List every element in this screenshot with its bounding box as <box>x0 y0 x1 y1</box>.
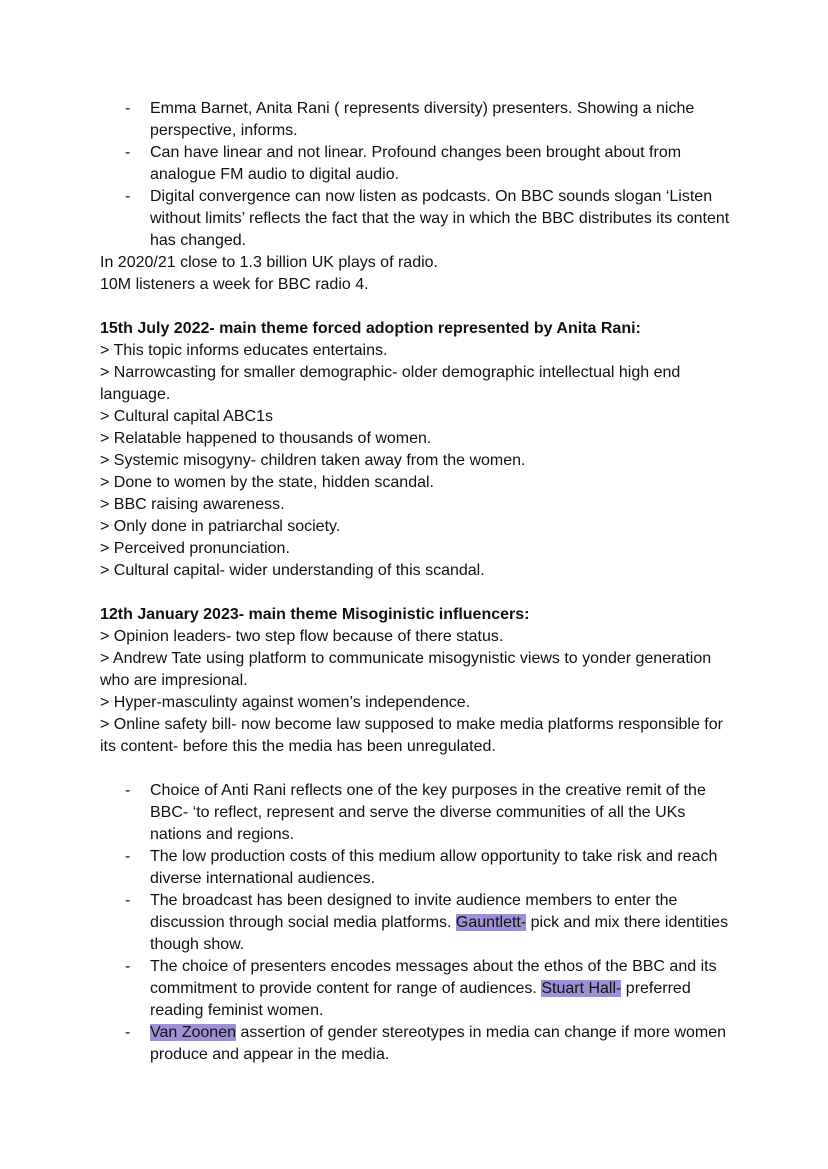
highlight-stuart-hall: Stuart Hall- <box>541 980 622 997</box>
section-point: > This topic informs educates entertains. <box>100 342 388 359</box>
list-item: - Digital convergence can now listen as podcasts. On BBC sounds slogan ‘Listen without limits’ reflects the fact that the way in which the BBC distributes its content has changed. <box>125 188 730 249</box>
list-item: - The low production costs of this medium allow opportunity to take risk and reach diverse international audiences. <box>125 848 718 887</box>
list-item: - Can have linear and not linear. Profound changes been brought about from analogue FM audio to digital audio. <box>125 144 682 183</box>
section-point: > Relatable happened to thousands of women. <box>100 430 432 447</box>
highlight-gauntlett: Gauntlett- <box>455 914 527 931</box>
dash-bullet: - <box>125 1024 131 1041</box>
dash-bullet: - <box>125 188 131 205</box>
bullet-list-presenters <box>100 98 738 252</box>
section-point: > Cultural capital ABC1s <box>100 408 273 425</box>
section-point: > Done to women by the state, hidden scandal. <box>100 474 434 491</box>
section-point: > Hyper-masculinty against women’s independence. <box>100 694 471 711</box>
list-item: - Choice of Anti Rani reflects one of the key purposes in the creative remit of the BBC- ‘to reflect, represent and serve the diverse communities of all the UKs nations and regions. <box>125 782 706 843</box>
section-heading-influencers: 12th January 2023- main theme Misoginistic influencers: <box>100 606 530 623</box>
dash-bullet: - <box>125 782 131 799</box>
list-item: - The broadcast has been designed to invite audience members to enter the discussion through social media platforms. Gauntlett- pick and mix there identities though show. <box>125 892 729 953</box>
section-point: > Opinion leaders- two step flow because of there status. <box>100 628 504 645</box>
section-point: > Perceived pronunciation. <box>100 540 290 557</box>
section-point: > Only done in patriarchal society. <box>100 518 341 535</box>
section-point: > Cultural capital- wider understanding of this scandal. <box>100 562 485 579</box>
dash-bullet: - <box>125 848 131 865</box>
highlight-van-zoonen: Van Zoonen <box>150 1024 236 1041</box>
section-heading-forced-adoption: 15th July 2022- main theme forced adoption represented by Anita Rani: <box>100 320 641 337</box>
dash-bullet: - <box>125 958 131 975</box>
list-item: - The choice of presenters encodes messages about the ethos of the BBC and its commitment to provide content for range of audiences. Stuart Hall- preferred reading feminist women. <box>125 958 717 1019</box>
list-item: - Emma Barnet, Anita Rani ( represents diversity) presenters. Showing a niche perspective, informs. <box>125 100 695 139</box>
section-point: > BBC raising awareness. <box>100 496 285 513</box>
section-point: > Online safety bill- now become law supposed to make media platforms responsible for its content- before this the media has been unregulated. <box>100 716 723 755</box>
dash-bullet: - <box>125 892 131 909</box>
stat-line: 10M listeners a week for BBC radio 4. <box>100 276 369 293</box>
stat-line: In 2020/21 close to 1.3 billion UK plays of radio. <box>100 254 438 271</box>
section-point: > Systemic misogyny- children taken away from the women. <box>100 452 526 469</box>
dash-bullet: - <box>125 100 131 117</box>
section-point: > Narrowcasting for smaller demographic- older demographic intellectual high end language. <box>100 364 681 403</box>
bullet-list-analysis <box>100 780 738 1066</box>
section-point: > Andrew Tate using platform to communicate misogynistic views to yonder generation who are impresional. <box>100 650 712 689</box>
dash-bullet: - <box>125 144 131 161</box>
list-item: - Van Zoonen assertion of gender stereotypes in media can change if more women produce and appear in the media. <box>125 1024 727 1063</box>
